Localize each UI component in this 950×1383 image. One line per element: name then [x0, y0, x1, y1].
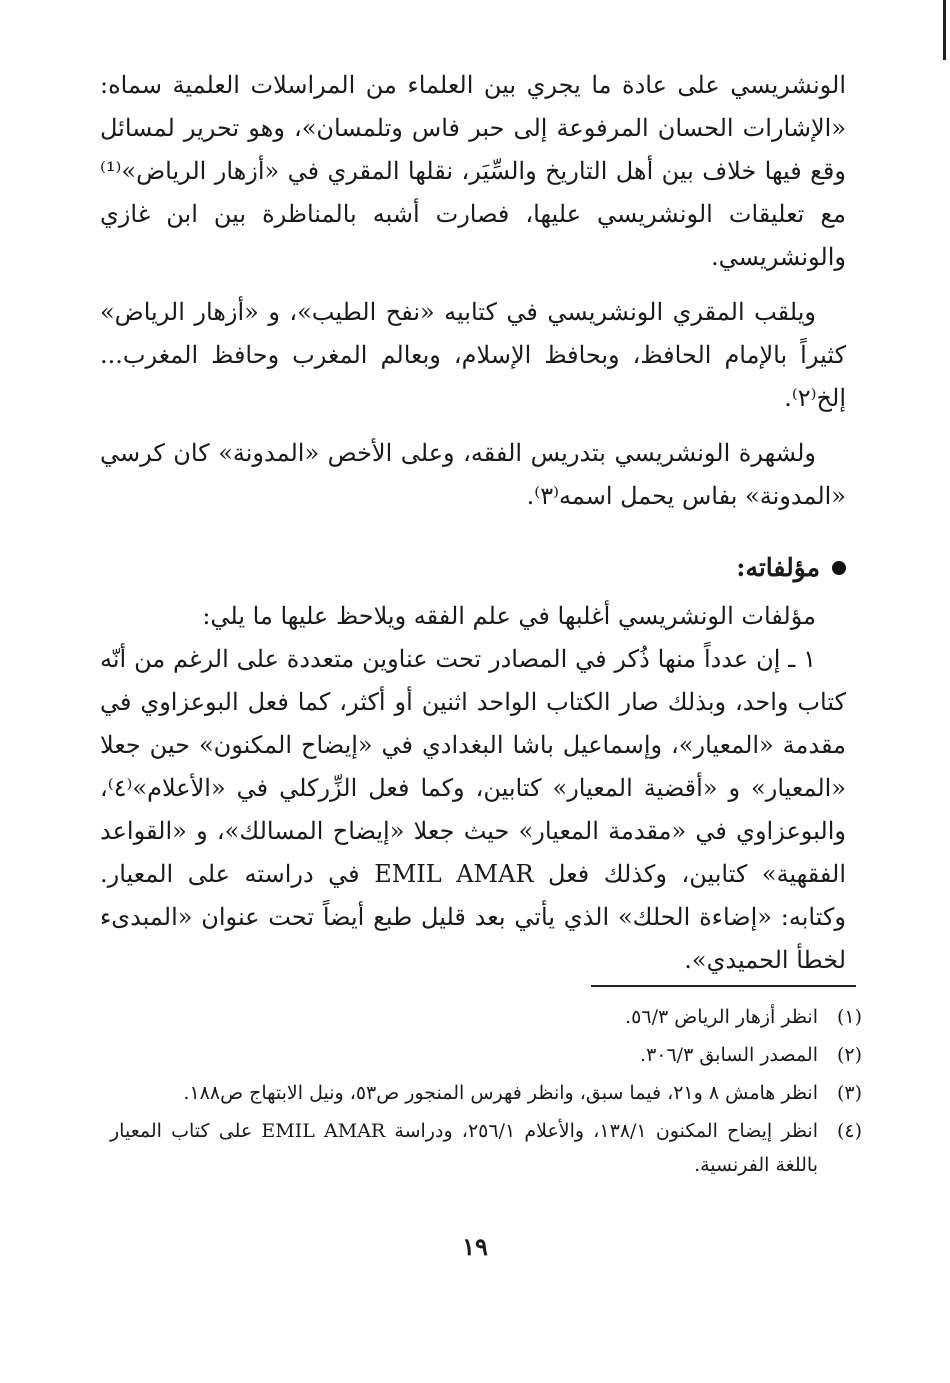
footnote-2: [110, 1038, 862, 1072]
footnote-number: (٣): [836, 1082, 862, 1104]
paragraph-3: ولشهرة الونشريسي بتدريس الفقه، وعلى الأخص «المدونة» كان كرسي «المدونة» بفاس يحمل اسمه⁽٣⁾.: [100, 439, 846, 510]
section-heading-text: مؤلفاته:: [736, 553, 820, 582]
page-edge-line: [943, 0, 946, 60]
footnote-text: انظر أزهار الرياض ٥٦/٣.: [625, 1006, 818, 1028]
section-intro: مؤلفات الونشريسي أغلبها في علم الفقه ويلاحظ عليها ما يلي:: [202, 602, 816, 630]
section-item-1: ١ ـ إن عدداً منها ذُكر في المصادر تحت عناوين متعددة على الرغم من أنّه كتاب واحد، وبذلك صار الكتاب الواحد اثنين أو أكثر، كما فعل البوعزاوي في مقدمة «المعيار»، وإسماعيل باشا البغدادي في «إيضاح المكنون» حين جعلا «المعيار» و «أقضية المعيار» كتابين، وكما فعل الزِّركلي في «الأعلام»⁽٤⁾، والبوعزاوي في «مقدمة المعيار» حيث جعلا «إيضاح المسالك»، و «القواعد الفقهية» كتابين، وكذلك فعل EMIL AMAR في دراسته على المعيار. وكتابه: «إضاءة الحلك» الذي يأتي بعد قليل طبع أيضاً تحت عنوان «المبدىء لخطأ الحميدي».: [100, 645, 847, 974]
page-number: ١٩: [462, 1232, 488, 1261]
paragraph-2: ويلقب المقري الونشريسي في كتابيه «نفح الطيب»، و «أزهار الرياض» كثيراً بالإمام الحافظ، وبحافظ الإسلام، وبعالم المغرب وحافظ المغرب... إلخ⁽٢⁾.: [100, 298, 846, 412]
footnote-number: (٢): [836, 1044, 862, 1066]
footnote-text: انظر هامش ٨ و٢١، فيما سبق، وانظر فهرس المنجور ص٥٣، ونيل الابتهاج ص١٨٨.: [183, 1082, 818, 1104]
footnote-text: انظر إيضاح المكنون ١٣٨/١، والأعلام ٢٥٦/١، ودراسة EMIL AMAR على كتاب المعيار باللغة الفرنسية.: [110, 1120, 818, 1176]
footnote-text: المصدر السابق ٣٠٦/٣.: [640, 1044, 818, 1066]
bullet-icon: [832, 561, 846, 575]
section-heading: [100, 546, 846, 589]
footnote-3: [110, 1076, 862, 1110]
footnote-number: (١): [836, 1006, 862, 1028]
footnote-number: (٤): [836, 1120, 862, 1142]
footnote-1: [110, 1000, 862, 1034]
footnote-divider: [591, 985, 856, 987]
paragraph-1: الونشريسي على عادة ما يجري بين العلماء من المراسلات العلمية سماه: «الإشارات الحسان المرفوعة إلى حبر فاس وتلمسان»، وهو تحرير لمسائل وقع فيها خلاف بين أهل التاريخ والسِّيَر، نقلها المقري في «أزهار الرياض»⁽¹⁾ مع تعليقات الونشريسي عليها، فصارت أشبه بالمناظرة بين ابن غازي والونشريسي.: [100, 71, 846, 271]
footnote-4: [110, 1114, 862, 1182]
footnotes: [110, 1000, 862, 1186]
main-text: [100, 64, 846, 982]
